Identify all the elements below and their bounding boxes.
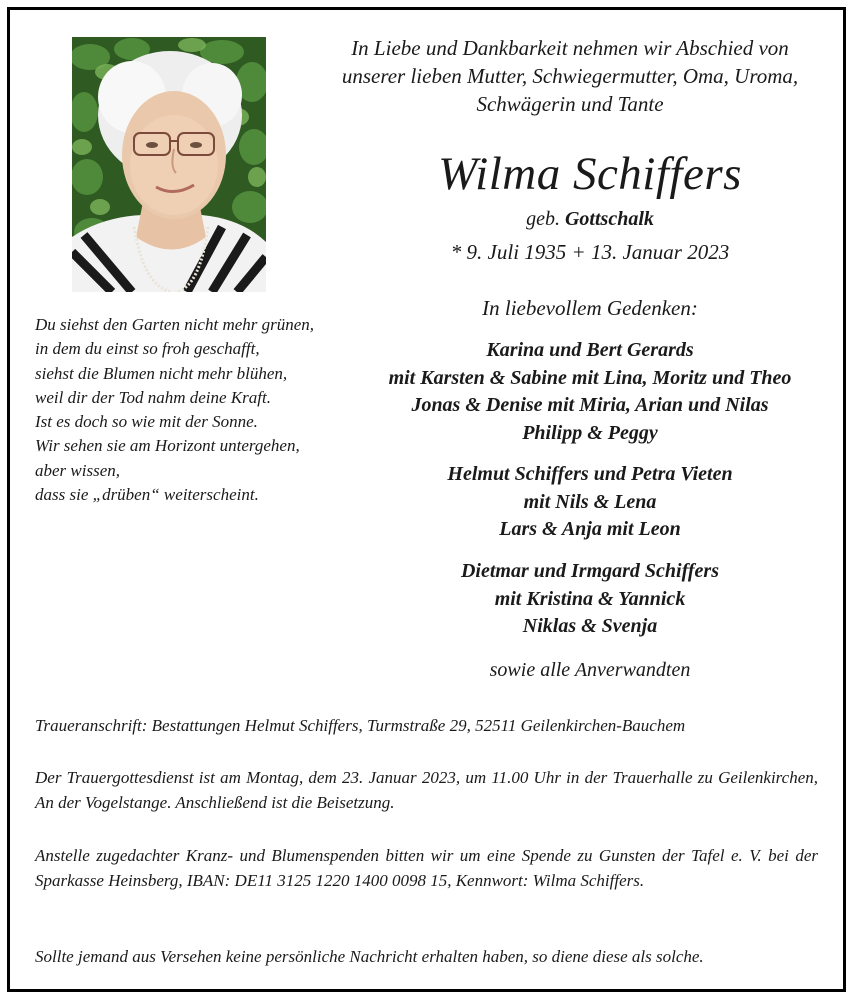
poem-line: Wir sehen sie am Horizont untergehen, (35, 436, 300, 456)
poem-line: Ist es doch so wie mit der Sonne. (35, 412, 258, 432)
donation-info: Anstelle zugedachter Kranz- und Blumenspenden bitten wir um eine Spende zu Gunsten der Tafel e. V. bei der Sparkasse Heinsberg, IBAN: DE11 3125 1220 1400 0098 15, Kennwort: Wilma Schiffers. (35, 846, 818, 890)
relatives-line: sowie alle Anverwandten (489, 659, 691, 681)
intro-text (300, 34, 840, 118)
intro-line: unserer lieben Mutter, Schwiegermutter, Oma, Uroma, (341, 64, 799, 88)
family-line: Lars & Anja mit Leon (499, 518, 681, 540)
mourning-address: Traueranschrift: Bestattungen Helmut Schiffers, Turmstraße 29, 52511 Geilenkirchen-Bauchem (35, 716, 686, 735)
service-info: Der Trauergottesdienst ist am Montag, dem 23. Januar 2023, um 11.00 Uhr in der Trauerhalle zu Geilenkirchen, An der Vogelstange. Anschließend ist die Beisetzung. (35, 768, 818, 812)
family-line: mit Karsten & Sabine mit Lina, Moritz und Theo (388, 366, 792, 389)
family-line: Dietmar und Irmgard Schiffers (460, 560, 719, 582)
poem-line: aber wissen, (35, 460, 120, 480)
deceased-name: Wilma Schiffers (438, 148, 742, 200)
poem-line: Du siehst den Garten nicht mehr grünen, (35, 315, 315, 334)
family-line: Helmut Schiffers und Petra Vieten (447, 463, 733, 485)
family-line: mit Kristina & Yannick (494, 587, 686, 610)
poem-line: in dem du einst so froh geschafft, (35, 339, 260, 359)
family-group (340, 337, 840, 447)
born-prefix: geb. (526, 208, 560, 230)
poem-line: dass sie „drüben“ weiterscheint. (35, 485, 259, 505)
family-line: Philipp & Peggy (522, 421, 658, 444)
intro-line: In Liebe und Dankbarkeit nehmen wir Abschied von (351, 36, 789, 60)
poem-line: siehst die Blumen nicht mehr blühen, (35, 363, 288, 383)
memory-heading: In liebevollem Gedenken: (482, 296, 698, 320)
family-group (340, 461, 840, 544)
family-line: Niklas & Svenja (522, 615, 658, 637)
family-line: mit Nils & Lena (523, 490, 657, 513)
life-dates: * 9. Juli 1935 + 13. Januar 2023 (450, 240, 730, 264)
poem-line: weil dir der Tod nahm deine Kraft. (35, 387, 271, 407)
intro-line: Schwägerin und Tante (476, 92, 664, 116)
closing-note: Sollte jemand aus Versehen keine persönliche Nachricht erhalten haben, so diene diese als solche. (35, 947, 704, 966)
portrait-photo (72, 37, 266, 292)
maiden-name: Gottschalk (564, 208, 654, 230)
maiden-name-line (340, 206, 840, 232)
family-group (340, 558, 840, 641)
poem (35, 313, 365, 507)
family-line: Jonas & Denise mit Miria, Arian und Nilas (411, 394, 769, 416)
family-line: Karina und Bert Gerards (486, 339, 694, 361)
